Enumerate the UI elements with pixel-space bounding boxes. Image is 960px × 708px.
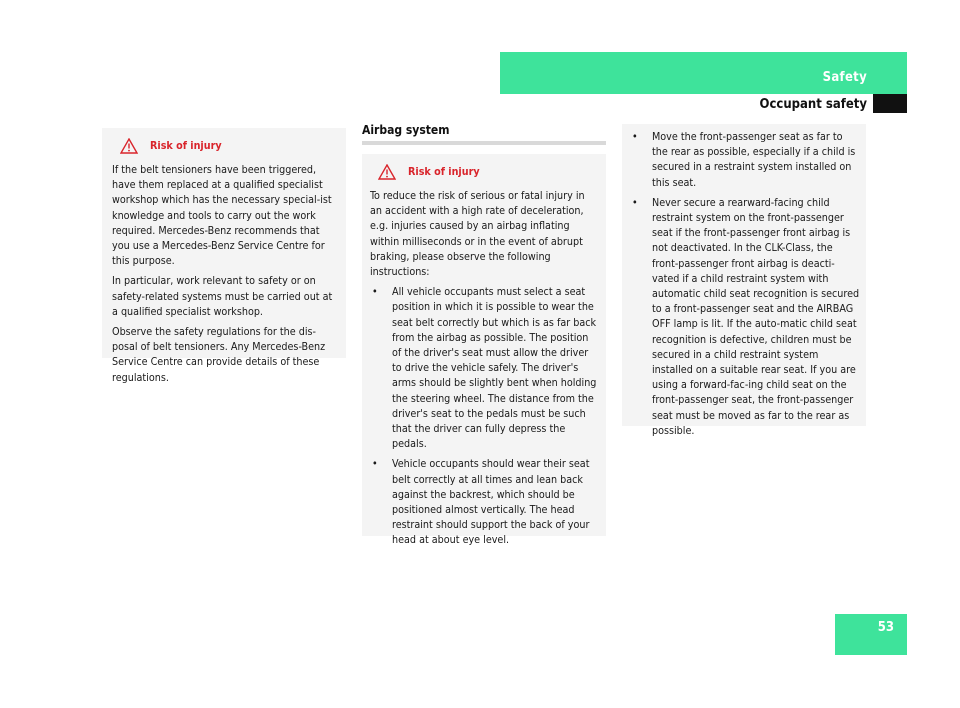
instruction-list (370, 284, 598, 547)
left-warning-box (102, 128, 346, 384)
warning-label: Risk of injury (150, 139, 222, 153)
bullet-icon: • (632, 195, 638, 209)
middle-warning-box (362, 154, 606, 547)
warning-triangle-icon (378, 164, 396, 180)
list-item: • Vehicle occupants should wear their seat belt correctly at all times and lean back against the backrest, which should be positioned almost vertically. The head restraint should support the back of your head at about eye level. (372, 457, 590, 547)
list-item: • Never secure a rearward-facing child restraint system on the front-passenger seat if the front-passenger front airbag is not deactivated. In the CLK-Class, the front-passenger front airbag is deacti-vated if a child restraint system with automatic child seat recognition is secured to a front-passenger seat and the AIRBAG OFF lamp is lit. If the auto-matic child seat recognition is defective, children must be secured in a child restraint system installed on a suitable rear seat. If you are using a forward-fac-ing child seat on the front-passenger seat, the front-passenger seat must be moved as far to the rear as possible. (632, 195, 860, 437)
intro-paragraph: To reduce the risk of serious or fatal injury in an accident with a high rate of deceleration, e.g. injuries caused by an airbag inflating within milliseconds or in the event of abrupt braking, please observe the following instructions: (370, 189, 585, 279)
section-heading: Airbag system (362, 123, 450, 137)
warning-heading (370, 164, 598, 180)
heading-rule (362, 141, 606, 145)
page-number-box (835, 614, 907, 655)
warning-heading (112, 138, 338, 154)
list-item: • Move the front-passenger seat as far to the rear as possible, especially if a child is secured in a restraint system installed on this seat. (632, 130, 856, 189)
bullet-icon: • (632, 130, 638, 143)
bullet-icon: • (372, 285, 378, 299)
bullet-icon: • (372, 457, 378, 471)
warning-triangle-icon (120, 138, 138, 154)
subsection-title: Occupant safety (759, 97, 867, 112)
instruction-list (630, 129, 860, 438)
paragraph: In particular, work relevant to safety or on safety-related systems must be carried out at a qualified specialist workshop. (112, 274, 333, 318)
paragraph: Observe the safety regulations for the dis-posal of belt tensioners. Any Mercedes-Benz Service Centre can provide details of these regulations. (112, 325, 326, 384)
right-info-box (622, 124, 866, 437)
page-number: 53 (877, 620, 894, 635)
list-item: • All vehicle occupants must select a seat position in which it is possible to wear the seat belt correctly but which is as far back from the airbag as possible. The position of the driver's seat must allow the driver to drive the vehicle safely. The driver's arms should be slightly bent when holding the steering wheel. The distance from the driver's seat to the pedals must be such that the driver can fully depress the pedals. (372, 285, 597, 451)
paragraph: If the belt tensioners have been triggered, have them replaced at a qualified specialist workshop which has the necessary special-ist knowledge and tools to carry out the work required. Mercedes-Benz recommends that you use a Mercedes-Benz Service Centre for this purpose. (112, 163, 332, 268)
section-title: Safety (822, 70, 867, 85)
header-marker (873, 94, 907, 113)
warning-label: Risk of injury (408, 165, 480, 179)
